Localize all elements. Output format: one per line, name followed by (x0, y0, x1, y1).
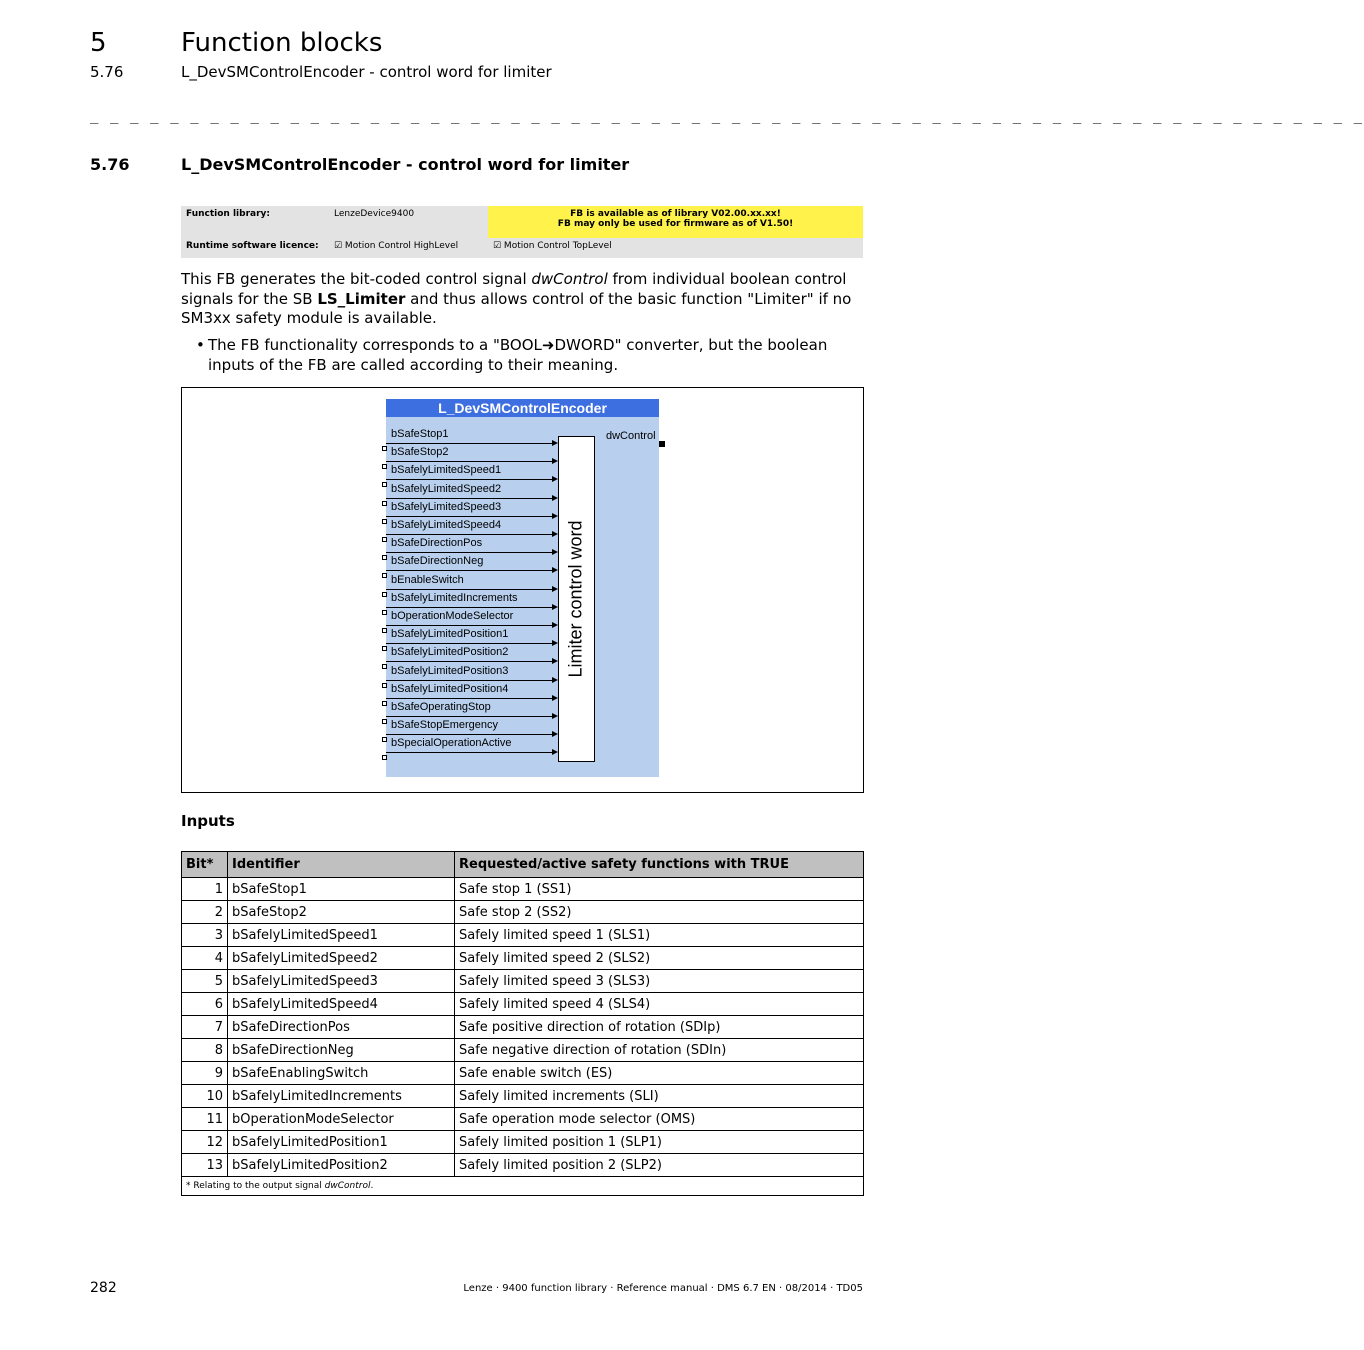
fb-input-pin (382, 592, 387, 597)
table-row (182, 1016, 864, 1039)
fb-input-label: bSafelyLimitedSpeed4 (391, 519, 502, 531)
section-number: 5.76 (90, 155, 130, 174)
cell-identifier: bSafeDirectionNeg (228, 1039, 455, 1062)
fb-input-label: bSafeStop2 (391, 446, 449, 459)
cell-function: Safe enable switch (ES) (455, 1062, 864, 1085)
fb-input-pin (382, 683, 387, 688)
availability-note-line2: FB may only be used for firmware as of V1.50! (557, 219, 794, 229)
header-divider: _ _ _ _ _ _ _ _ _ _ _ _ _ _ _ _ _ _ _ _ _ _ _ _ _ _ _ _ _ _ _ _ _ _ _ _ _ _ _ _ _ _ _ _ _ _ _ _ _ _ _ _ _ _ _ _ _ _ _ _ _ _ _ _ (90, 108, 1364, 124)
fb-input-pin (382, 664, 387, 669)
fb-input-label: bSafelyLimitedSpeed2 (391, 482, 502, 495)
cell-identifier: bSafelyLimitedSpeed2 (228, 947, 455, 970)
cell-identifier: bSafelyLimitedSpeed1 (228, 924, 455, 947)
cell-bit: 2 (182, 901, 228, 924)
fb-title: L_DevSMControlEncoder (386, 399, 659, 417)
cell-identifier: bSafelyLimitedIncrements (228, 1085, 455, 1108)
fb-input-line (386, 680, 556, 681)
cell-function: Safe operation mode selector (OMS) (455, 1108, 864, 1131)
fb-inner-label: Limiter control word (565, 520, 586, 678)
fb-input-line (386, 552, 556, 553)
fb-output-label: dwControl (606, 430, 656, 442)
fb-output-pin (659, 441, 665, 447)
licence-label: Runtime software licence: (181, 238, 329, 258)
header-identifier: Identifier (228, 852, 455, 878)
cell-identifier: bOperationModeSelector (228, 1108, 455, 1131)
table-row (182, 924, 864, 947)
intro-text-3: and thus allows control of the basic function "Limiter" if no SM3xx safety module is available. (181, 289, 852, 327)
table-row (182, 1131, 864, 1154)
fb-input-label: bEnableSwitch (391, 573, 464, 586)
fb-input-pin (382, 519, 387, 524)
fb-input-label: bSafeStop1 (391, 428, 449, 440)
cell-bit: 8 (182, 1039, 228, 1062)
table-header-row (182, 852, 864, 878)
chapter-number: 5 (90, 28, 107, 58)
table-row (182, 901, 864, 924)
cell-bit: 6 (182, 993, 228, 1016)
table-note (182, 1177, 864, 1196)
fb-input-line (386, 734, 556, 735)
table-note-row (182, 1177, 864, 1196)
cell-function: Safely limited speed 3 (SLS3) (455, 970, 864, 993)
section-title: L_DevSMControlEncoder - control word for limiter (181, 155, 630, 174)
cell-bit: 7 (182, 1016, 228, 1039)
fb-input-pin (382, 719, 387, 724)
fb-input-label: bSafelyLimitedSpeed3 (391, 500, 502, 513)
page-number: 282 (90, 1280, 117, 1296)
fb-input-label: bSafeStopEmergency (391, 719, 499, 732)
fb-input-line (386, 607, 556, 608)
table-row (182, 878, 864, 901)
table-row (182, 1085, 864, 1108)
table-row (182, 970, 864, 993)
note-end: . (370, 1181, 374, 1191)
intro-signal-name: dwControl (531, 270, 608, 288)
cell-bit: 5 (182, 970, 228, 993)
fb-input-line (386, 461, 556, 462)
fb-input-line (386, 716, 556, 717)
availability-note-line1: FB is available as of library V02.00.xx.xx! (570, 209, 781, 219)
cell-function: Safe negative direction of rotation (SDIn) (455, 1039, 864, 1062)
table-row (182, 1062, 864, 1085)
cell-function: Safe stop 2 (SS2) (455, 901, 864, 924)
bullet-dot: • (196, 336, 205, 354)
fb-input-pin (382, 446, 387, 451)
intro-text-2: from individual boolean control signals for the SB (181, 270, 847, 308)
header-section-number: 5.76 (90, 63, 124, 81)
fb-input-pin (382, 755, 387, 760)
table-row (182, 1039, 864, 1062)
fb-input-line (386, 443, 556, 444)
fb-input-label: bSafelyLimitedPosition1 (391, 628, 509, 641)
cell-bit: 9 (182, 1062, 228, 1085)
cell-bit: 3 (182, 924, 228, 947)
cell-function: Safe positive direction of rotation (SDIp) (455, 1016, 864, 1039)
header-section-title: L_DevSMControlEncoder - control word for limiter (181, 63, 552, 81)
fb-input-line (386, 752, 556, 753)
cell-function: Safely limited speed 1 (SLS1) (455, 924, 864, 947)
fb-input-line (386, 516, 556, 517)
cell-identifier: bSafelyLimitedSpeed4 (228, 993, 455, 1016)
fb-input-pin (382, 537, 387, 542)
cell-bit: 12 (182, 1131, 228, 1154)
cell-identifier: bSafeStop2 (228, 901, 455, 924)
cell-bit: 13 (182, 1154, 228, 1177)
fb-input-line (386, 698, 556, 699)
licence-toplevel: ☑ Motion Control TopLevel (488, 238, 863, 258)
fb-input-label: bSafelyLimitedIncrements (391, 591, 518, 604)
cell-identifier: bSafelyLimitedPosition1 (228, 1131, 455, 1154)
fb-input-line (386, 625, 556, 626)
table-row (182, 1154, 864, 1177)
cell-identifier: bSafelyLimitedSpeed3 (228, 970, 455, 993)
cell-bit: 10 (182, 1085, 228, 1108)
fb-input-label: bSafeDirectionPos (391, 537, 483, 550)
fb-input-pin (382, 701, 387, 706)
cell-bit: 1 (182, 878, 228, 901)
cell-function: Safely limited speed 2 (SLS2) (455, 947, 864, 970)
fb-input-pin (382, 501, 387, 506)
fb-input-label: bSafelyLimitedSpeed1 (391, 464, 502, 477)
cell-function: Safely limited speed 4 (SLS4) (455, 993, 864, 1016)
intro-sb-name: LS_Limiter (317, 289, 406, 308)
header-bit: Bit* (182, 852, 228, 878)
footer-text: Lenze · 9400 function library · Reference manual · DMS 6.7 EN · 08/2014 · TD05 (463, 1283, 863, 1294)
fb-input-label: bSafeDirectionNeg (391, 555, 484, 568)
cell-bit: 11 (182, 1108, 228, 1131)
bullet-text: The FB functionality corresponds to a "BOOL➜DWORD" converter, but the boolean inputs of the FB are called according to their meaning. (208, 336, 828, 374)
fb-input-line (386, 534, 556, 535)
library-value: LenzeDevice9400 (329, 206, 488, 238)
fb-input-line (386, 643, 556, 644)
fb-input-label: bSafeOperatingStop (391, 701, 491, 713)
cell-function: Safely limited position 1 (SLP1) (455, 1131, 864, 1154)
fb-input-label: bOperationModeSelector (391, 610, 514, 622)
table-row (182, 993, 864, 1016)
fb-input-line (386, 589, 556, 590)
library-availability-note (488, 206, 863, 238)
cell-function: Safely limited position 2 (SLP2) (455, 1154, 864, 1177)
fb-input-line (386, 570, 556, 571)
fb-input-pin (382, 737, 387, 742)
fb-input-line (386, 661, 556, 662)
fb-input-pin (382, 555, 387, 560)
cell-identifier: bSafeEnablingSwitch (228, 1062, 455, 1085)
fb-input-pin (382, 646, 387, 651)
licence-highlevel: ☑ Motion Control HighLevel (329, 238, 488, 258)
inputs-table-body (182, 878, 864, 1177)
inputs-heading: Inputs (181, 812, 235, 830)
table-row (182, 947, 864, 970)
intro-paragraph (181, 270, 866, 329)
fb-input-label: bSafelyLimitedPosition2 (391, 646, 509, 659)
fb-input-label: bSafelyLimitedPosition4 (391, 682, 509, 695)
cell-identifier: bSafeStop1 (228, 878, 455, 901)
cell-identifier: bSafeDirectionPos (228, 1016, 455, 1039)
fb-input-pin (382, 464, 387, 469)
cell-identifier: bSafelyLimitedPosition2 (228, 1154, 455, 1177)
fb-input-label: bSafelyLimitedPosition3 (391, 664, 509, 677)
library-label: Function library: (181, 206, 329, 238)
fb-input-line (386, 479, 556, 480)
chapter-title: Function blocks (181, 28, 383, 58)
header-function: Requested/active safety functions with TRUE (455, 852, 864, 878)
cell-function: Safely limited increments (SLI) (455, 1085, 864, 1108)
cell-function: Safe stop 1 (SS1) (455, 878, 864, 901)
fb-input-pin (382, 628, 387, 633)
fb-input-pin (382, 482, 387, 487)
library-info-table (181, 206, 863, 258)
fb-diagram (181, 387, 864, 793)
cell-bit: 4 (182, 947, 228, 970)
inputs-table (181, 851, 864, 1196)
fb-input-line (386, 498, 556, 499)
intro-text-1: This FB generates the bit-coded control signal (181, 270, 532, 288)
note-text: * Relating to the output signal (186, 1181, 325, 1191)
fb-input-pin (382, 573, 387, 578)
fb-input-pin (382, 610, 387, 615)
note-signal: dwControl (324, 1181, 371, 1191)
fb-input-label: bSpecialOperationActive (391, 737, 512, 750)
table-row (182, 1108, 864, 1131)
